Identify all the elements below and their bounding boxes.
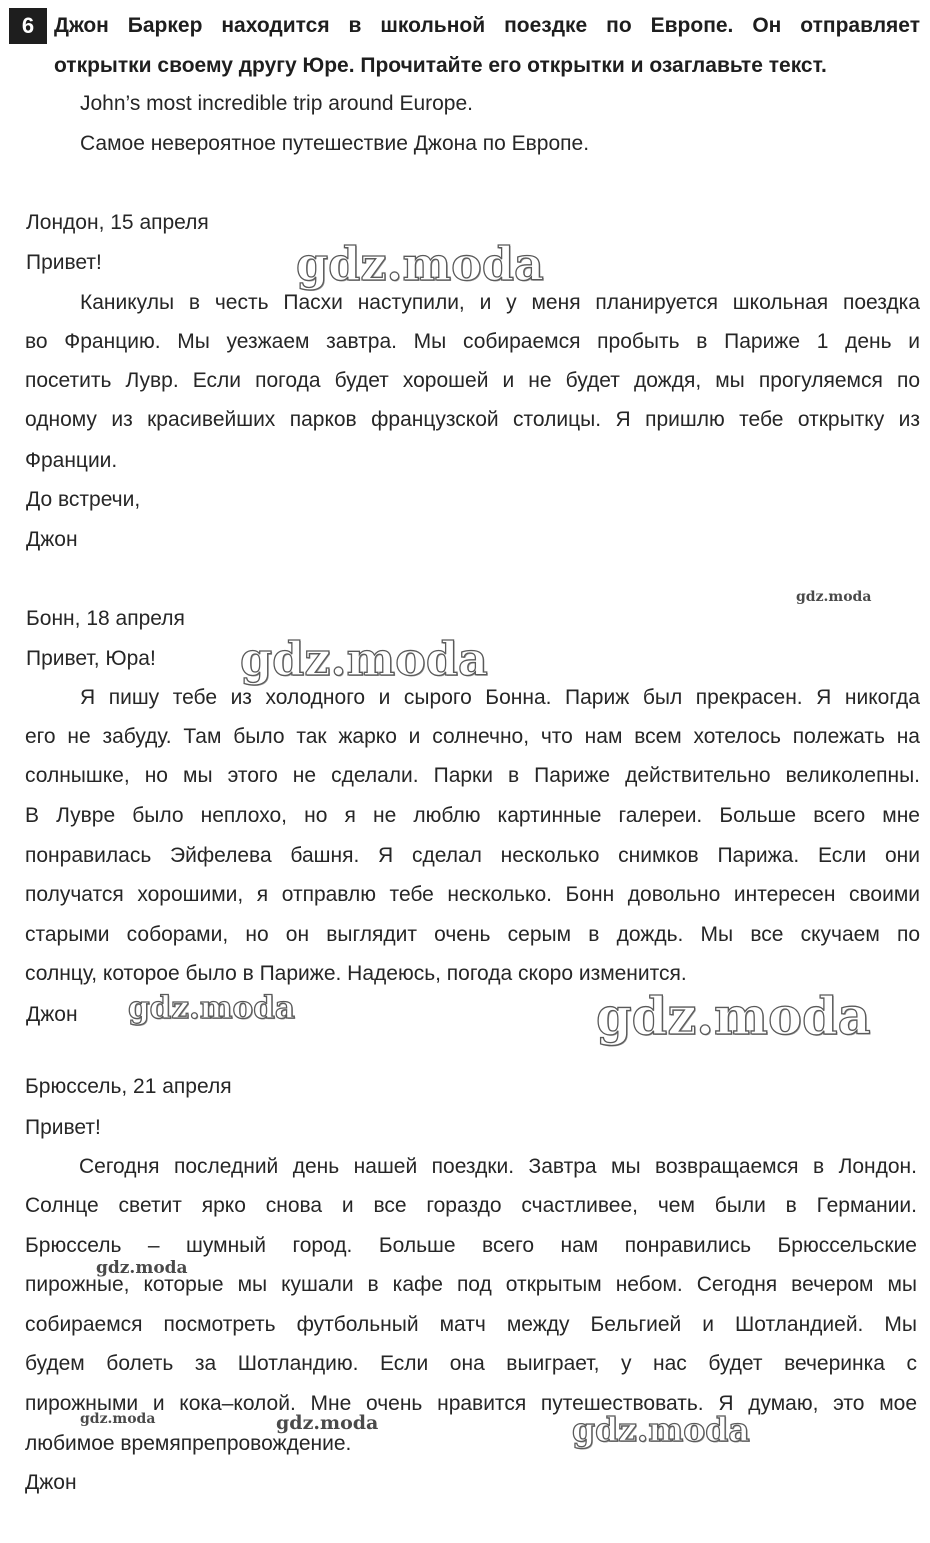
letter-1-greeting: Привет! <box>26 251 102 274</box>
letter-1-closing: До встречи, <box>26 488 141 511</box>
watermark: gdz.moda <box>796 589 872 605</box>
letter-3-body-line: собираемся посмотреть футбольный матч между Бельгией и Шотландией. Мы <box>25 1313 917 1336</box>
letter-1-place-date: Лондон, 15 апреля <box>26 211 209 234</box>
watermark: gdz.moda <box>296 237 544 291</box>
watermark: gdz.moda <box>596 987 871 1047</box>
letter-1-body-line: во Францию. Мы уезжаем завтра. Мы собираемся пробыть в Париже 1 день и <box>25 330 920 353</box>
letter-1-body-line: Каникулы в честь Пасхи наступили, и у меня планируется школьная поездка <box>80 291 920 314</box>
task-number-badge: 6 <box>9 8 47 44</box>
letter-1-body-line: Франции. <box>25 449 118 472</box>
letter-1-body-line: посетить Лувр. Если погода будет хорошей и не будет дождя, мы прогуляемся по <box>25 369 920 392</box>
letter-3-body-line: любимое времяпрепровождение. <box>25 1432 352 1455</box>
letter-3-signature: Джон <box>25 1471 77 1494</box>
task-title-line-2: открытки своему другу Юре. Прочитайте его открытки и озаглавьте текст. <box>54 54 827 77</box>
letter-3-body-line: пирожные, которые мы кушали в кафе под открытым небом. Сегодня вечером мы <box>25 1273 917 1296</box>
letter-3-body-line: Брюссель – шумный город. Больше всего нам понравились Брюссельские <box>25 1234 917 1257</box>
letter-2-body-line: понравилась Эйфелева башня. Я сделал несколько снимков Парижа. Если они <box>25 844 920 867</box>
task-title-line-1: Джон Баркер находится в школьной поездке по Европе. Он отправляет <box>54 14 920 37</box>
letter-3-greeting: Привет! <box>25 1116 101 1139</box>
watermark: gdz.moda <box>572 1410 750 1449</box>
letter-2-place-date: Бонн, 18 апреля <box>26 607 185 630</box>
letter-2-signature: Джон <box>26 1003 78 1026</box>
answer-russian: Самое невероятное путешествие Джона по Европе. <box>80 132 590 155</box>
answer-english: John’s most incredible trip around Europe. <box>80 92 474 115</box>
letter-2-body-line: солнышке, но мы этого не сделали. Парки в Париже действительно великолепны. <box>25 764 920 787</box>
letter-3-body-line: Солнце светит ярко снова и все гораздо счастливее, чем были в Германии. <box>25 1194 917 1217</box>
letter-1-signature: Джон <box>26 528 78 551</box>
watermark: gdz.moda <box>96 1258 188 1278</box>
letter-2-body-line: В Лувре было неплохо, но я не люблю картинные галереи. Больше всего мне <box>25 804 920 827</box>
letter-3-place-date: Брюссель, 21 апреля <box>25 1075 232 1098</box>
letter-2-greeting: Привет, Юра! <box>26 647 156 670</box>
letter-3-body-line: будем болеть за Шотландию. Если она выиграет, у нас будет вечеринка с <box>25 1352 917 1375</box>
watermark: gdz.moda <box>80 1411 156 1427</box>
letter-2-body-line: старыми соборами, но он выглядит очень серым в дождь. Мы все скучаем по <box>25 923 920 946</box>
letter-2-body-line: его не забуду. Там было так жарко и солнечно, что нам всем хотелось полежать на <box>25 725 920 748</box>
letter-3-body-line: Сегодня последний день нашей поездки. Завтра мы возвращаемся в Лондон. <box>79 1155 917 1178</box>
letter-2-body-line: солнцу, которое было в Париже. Надеюсь, погода скоро изменится. <box>25 962 687 985</box>
watermark: gdz.moda <box>240 632 488 686</box>
watermark: gdz.moda <box>128 990 295 1026</box>
watermark: gdz.moda <box>276 1412 379 1434</box>
letter-2-body-line: получатся хорошими, я отправлю тебе несколько. Бонн довольно интересен своими <box>25 883 920 906</box>
letter-3-body-line: пирожными и кока–колой. Мне очень нравится путешествовать. Я думаю, это мое <box>25 1392 917 1415</box>
letter-1-body-line: одному из красивейших парков французской столицы. Я пришлю тебе открытку из <box>25 408 920 431</box>
letter-2-body-line: Я пишу тебе из холодного и сырого Бонна. Париж был прекрасен. Я никогда <box>80 686 920 709</box>
